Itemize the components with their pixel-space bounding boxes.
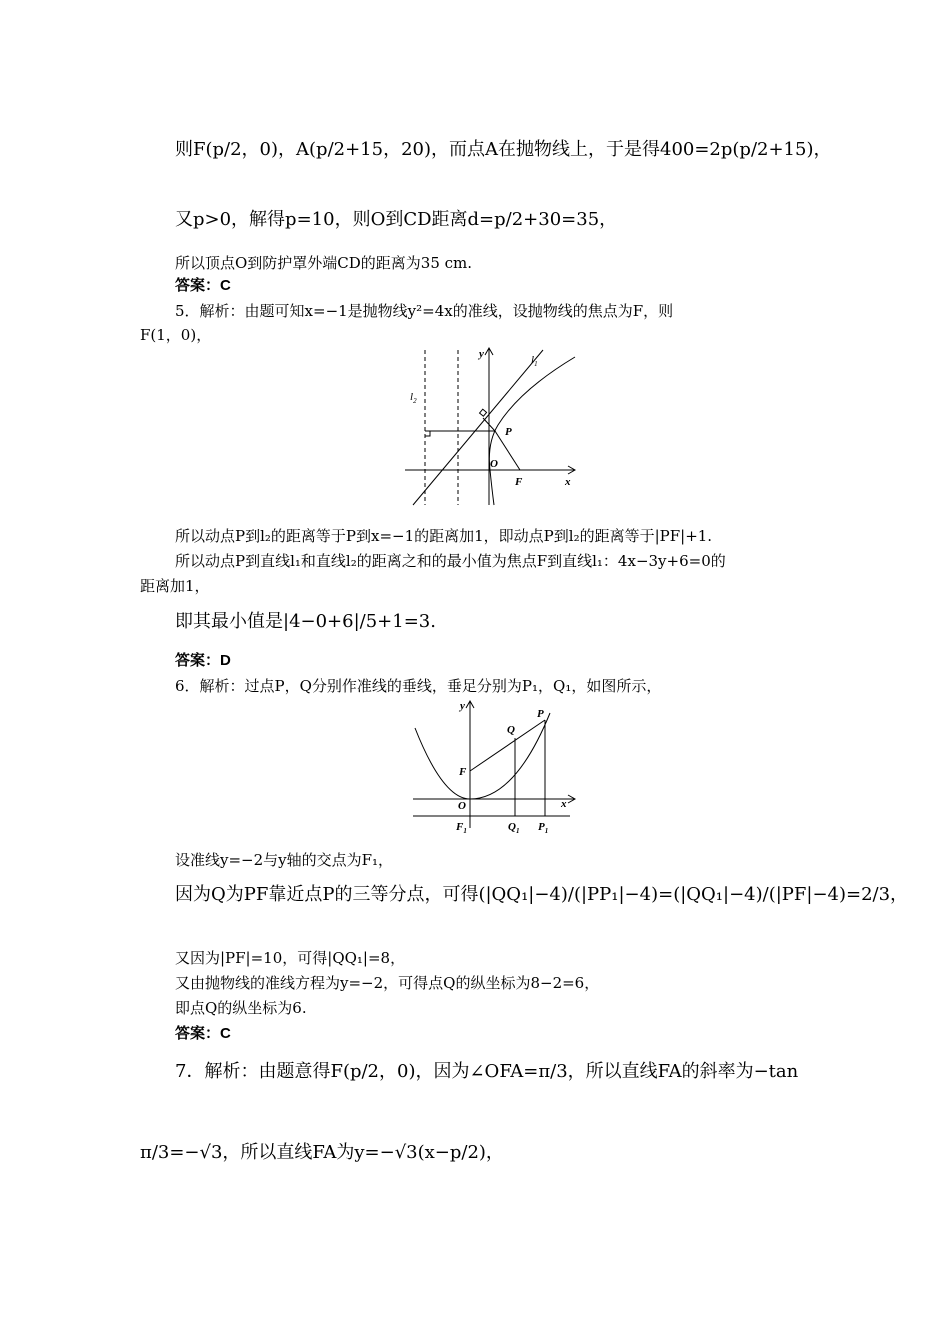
label-p1: $P_1$ — [538, 821, 549, 835]
label-p: P — [505, 426, 512, 438]
label-o: O — [490, 458, 498, 470]
line-16: 又由抛物线的准线方程为y=−2，可得点Q的纵坐标为8−2=6， — [175, 974, 600, 992]
line-3: 所以顶点O到防护罩外端CD的距离为35 cm. — [175, 254, 473, 272]
line-5: 5．解析：由题可知x=−1是抛物线y²=4x的准线，设抛物线的焦点为F，则 — [175, 302, 674, 320]
line-19: 7．解析：由题意得F(p/2，0)，因为∠OFA=π/3，所以直线FA的斜率为−tan — [175, 1061, 799, 1082]
label-q: Q — [507, 724, 515, 736]
line-9: 距离加1， — [140, 577, 210, 595]
line-13: 设准线y=−2与y轴的交点为F₁， — [175, 851, 394, 869]
label-y: y — [479, 348, 484, 360]
answer-18: 答案：C — [175, 1025, 231, 1042]
label-f: F — [459, 766, 467, 778]
answer-4: 答案：C — [175, 277, 231, 294]
figure-2-parabola — [405, 693, 585, 838]
label-x: x — [565, 476, 571, 488]
answer-11: 答案：D — [175, 652, 231, 669]
line-12: 6．解析：过点P，Q分别作准线的垂线，垂足分别为P₁，Q₁，如图所示， — [175, 677, 662, 695]
label-o: O — [458, 800, 466, 812]
line-14: 因为Q为PF靠近点P的三等分点，可得(|QQ₁|−4)/(|PP₁|−4)=(|QQ₁|−4)/(|PF|−4)=2/3， — [175, 884, 909, 905]
line-1: 则F(p/2，0)，A(p/2+15，20)，而点A在抛物线上，于是得400=2p(p/2+15)， — [175, 139, 832, 160]
figure-1-parabola — [400, 345, 585, 510]
label-l1: $l_1$ — [531, 354, 538, 368]
label-l2: $l_2$ — [410, 391, 417, 405]
label-q1: $Q_1$ — [508, 821, 520, 835]
line-7: 所以动点P到l₂的距离等于P到x=−1的距离加1，即动点P到l₂的距离等于|PF|+1. — [175, 527, 713, 545]
label-f: F — [515, 476, 523, 488]
line-l1 — [413, 350, 543, 505]
label-p: P — [537, 708, 544, 720]
right-angle-mark-2 — [480, 409, 487, 416]
line-17: 即点Q的纵坐标为6. — [175, 999, 307, 1017]
parabola-curve — [489, 357, 575, 505]
line-10: 即其最小值是|4−0+6|/5+1=3. — [175, 611, 436, 632]
line-20: π/3=−√3，所以直线FA为y=−√3(x−p/2)， — [140, 1142, 504, 1163]
label-y: y — [460, 700, 465, 712]
line-2: 又p>0，解得p=10，则O到CD距离d=p/2+30=35， — [175, 209, 618, 230]
right-angle-mark — [425, 431, 430, 436]
line-15: 又因为|PF|=10，可得|QQ₁|=8， — [175, 949, 406, 967]
line-8: 所以动点P到直线l₁和直线l₂的距离之和的最小值为焦点F到直线l₁：4x−3y+6=0的 — [175, 552, 726, 570]
label-f1: $F_1$ — [456, 821, 467, 835]
line-6: F(1，0)， — [140, 326, 212, 344]
label-x: x — [561, 798, 567, 810]
parabola-curve — [415, 713, 550, 799]
